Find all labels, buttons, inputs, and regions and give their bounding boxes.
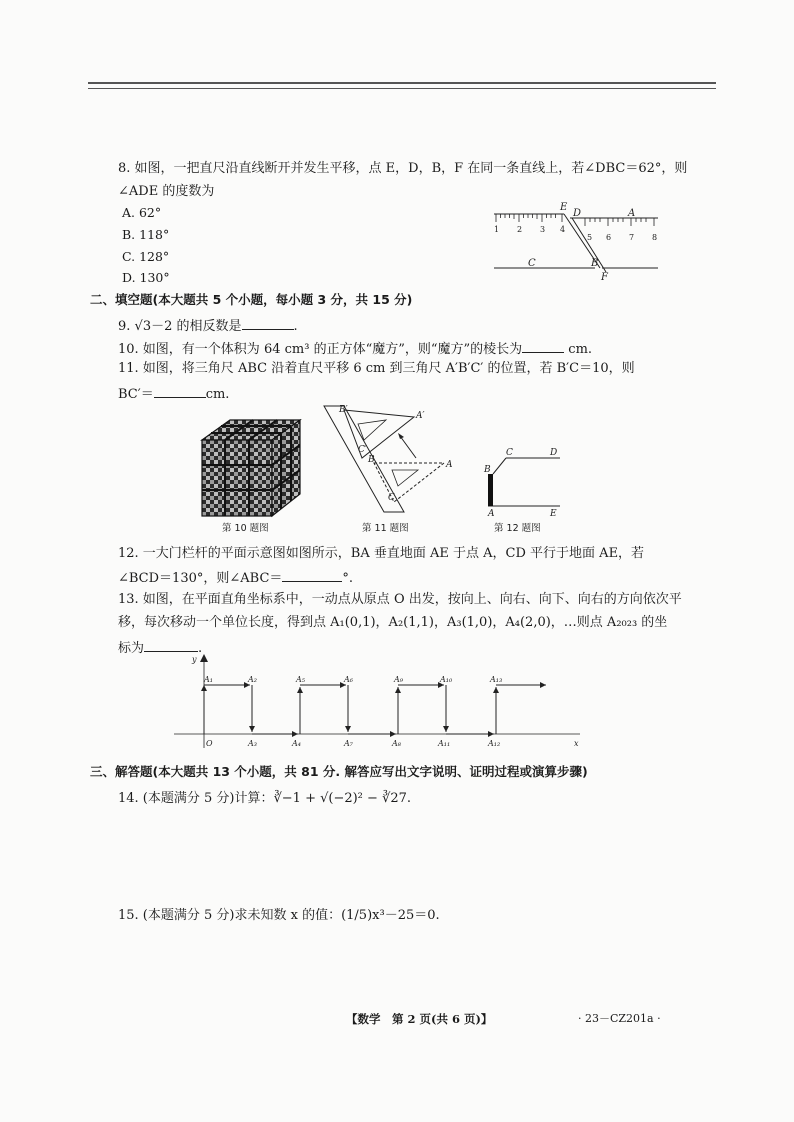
- fig11-label-cprime: C′: [358, 445, 367, 455]
- ruler-tick-1: 1: [494, 225, 500, 234]
- fig13-origin: O: [206, 739, 213, 748]
- ruler-tick-5: 5: [587, 233, 593, 242]
- fig12-label-d: D: [550, 448, 558, 458]
- q9-text: 9. √3－2 的相反数是: [118, 319, 242, 334]
- fig13-label-a6: A₆: [344, 675, 353, 684]
- q8-option-c: C. 128°: [122, 249, 170, 264]
- q8-line1: 8. 如图，一把直尺沿直线断开并发生平移，点 E，D，B，F 在同一条直线上，若∠DBC＝62°，则: [118, 161, 688, 176]
- footer-page-info: 【数学 第 2 页(共 6 页)】: [346, 1012, 493, 1026]
- q8-line2: ∠ADE 的度数为: [118, 184, 215, 199]
- q10-text: 10. 如图，有一个体积为 64 cm³ 的正方体“魔方”，则“魔方”的棱长为: [118, 342, 523, 357]
- fig13-axis-y: y: [192, 655, 197, 664]
- ruler-tick-6: 6: [606, 233, 612, 242]
- q9-line: [118, 315, 298, 336]
- fig11-triangles: [318, 400, 458, 520]
- q13-line2: 移，每次移动一个单位长度，得到点 A₁(0,1)，A₂(1,1)，A₃(1,0)，A₄(2,0)，…则点 A₂₀₂₃ 的坐: [118, 615, 668, 630]
- q12-line1: 12. 一大门栏杆的平面示意图如图所示，BA 垂直地面 AE 于点 A，CD 平行于地面 AE，若: [118, 546, 645, 561]
- q9-answer-blank[interactable]: [242, 315, 294, 330]
- q15-text: 15. (本题满分 5 分)求未知数 x 的值：(1/5)x³－25＝0.: [118, 908, 440, 923]
- ruler-label-c: C: [528, 258, 536, 269]
- fig13-label-a3: A₃: [248, 739, 257, 748]
- q14-text: 14. (本题满分 5 分)计算：∛−1 + √(−2)² − ∛27.: [118, 791, 412, 806]
- fig11-label-a: A: [446, 460, 453, 470]
- ruler-tick-8: 8: [652, 233, 658, 242]
- q12-line2-prefix: ∠BCD＝130°，则∠ABC＝: [118, 571, 283, 586]
- q8-ruler-figure: [490, 200, 670, 282]
- q13-line1: 13. 如图，在平面直角坐标系中，一动点从原点 O 出发，按向上、向右、向下、向右的方向依次平: [118, 592, 682, 607]
- fig13-label-a10: A₁₀: [440, 675, 453, 684]
- section2-heading: 二、填空题(本大题共 5 个小题，每小题 3 分，共 15 分): [90, 292, 413, 307]
- q10-answer-blank[interactable]: [522, 338, 564, 353]
- ruler-tick-7: 7: [629, 233, 635, 242]
- q11-line2-prefix: BC′＝: [118, 387, 154, 402]
- ruler-label-e: E: [560, 202, 568, 213]
- header-rule-thin: [88, 88, 716, 89]
- ruler-label-f: F: [601, 272, 608, 282]
- fig13-label-a2: A₂: [248, 675, 257, 684]
- fig10-caption: 第 10 题图: [222, 523, 269, 534]
- ruler-label-a: A: [628, 208, 636, 219]
- ruler-tick-2: 2: [517, 225, 523, 234]
- fig13-label-a12: A₁₂: [488, 739, 501, 748]
- q12-line2: [118, 567, 353, 588]
- fig11-label-bprime: B′: [339, 405, 348, 415]
- fig12-label-a: A: [488, 509, 495, 519]
- q11-answer-blank[interactable]: [154, 383, 206, 398]
- footer-code: · 23－CZ201a ·: [578, 1012, 661, 1025]
- q12-answer-blank[interactable]: [282, 567, 342, 582]
- q13-suffix: .: [198, 641, 203, 656]
- fig12-barrier: [478, 444, 568, 520]
- q8-option-b: B. 118°: [122, 227, 170, 242]
- ruler-label-d: D: [573, 208, 582, 219]
- fig13-label-a8: A₈: [392, 739, 401, 748]
- q11-suffix: cm.: [205, 387, 230, 402]
- fig13-label-a1: A₁: [204, 675, 213, 684]
- fig13-label-a5: A₅: [296, 675, 305, 684]
- q10-line: [118, 338, 592, 359]
- ruler-label-b: B: [591, 258, 599, 269]
- fig12-caption: 第 12 题图: [494, 523, 541, 534]
- fig13-label-a11: A₁₁: [438, 739, 451, 748]
- fig11-caption: 第 11 题图: [362, 523, 409, 534]
- q9-suffix: .: [293, 319, 298, 334]
- header-rule-thick: [88, 82, 716, 84]
- q8-option-a: A. 62°: [122, 205, 162, 220]
- q11-line1: 11. 如图，将三角尺 ABC 沿着直尺平移 6 cm 到三角尺 A′B′C′ 的位置，若 B′C＝10，则: [118, 361, 635, 376]
- fig12-label-c: C: [506, 448, 513, 458]
- fig11-label-aprime: A′: [416, 411, 425, 421]
- fig13-coordinate-path: [170, 652, 590, 752]
- fig13-axis-x: x: [574, 739, 579, 748]
- q10-suffix: cm.: [568, 342, 593, 357]
- fig13-label-a13: A₁₃: [490, 675, 503, 684]
- fig13-label-a4: A₄: [292, 739, 301, 748]
- q12-suffix: °.: [342, 571, 354, 586]
- fig11-label-b: B: [368, 455, 375, 465]
- fig10-cube: [198, 412, 302, 520]
- ruler-tick-3: 3: [540, 225, 546, 234]
- q8-option-d: D. 130°: [122, 270, 170, 285]
- fig13-label-a7: A₇: [344, 739, 353, 748]
- q11-line2: [118, 383, 229, 404]
- q13-line3-prefix: 标为: [118, 641, 145, 656]
- section3-heading: 三、解答题(本大题共 13 个小题，共 81 分. 解答应写出文字说明、证明过程或演算步骤): [90, 764, 588, 779]
- fig13-label-a9: A₉: [394, 675, 403, 684]
- fig12-label-e: E: [550, 509, 557, 519]
- ruler-tick-4: 4: [560, 225, 566, 234]
- q13-answer-blank[interactable]: [144, 637, 198, 652]
- fig11-label-c: C: [388, 493, 395, 503]
- fig12-label-b: B: [484, 465, 491, 475]
